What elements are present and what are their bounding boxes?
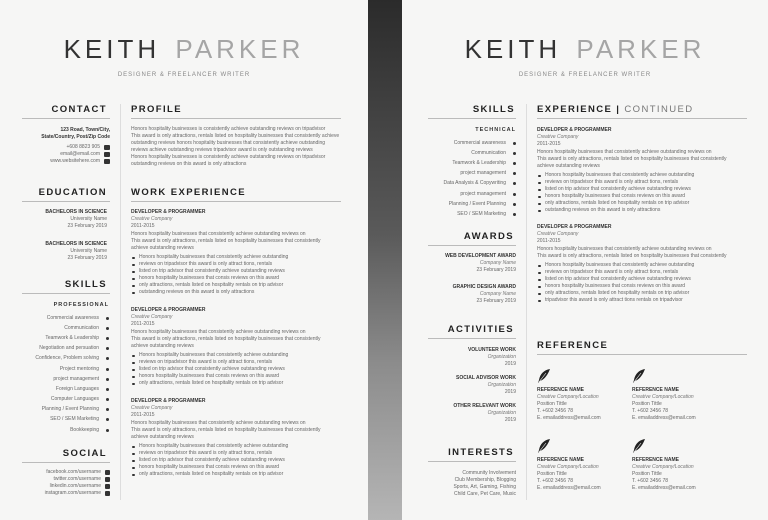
skill-bullet: [106, 357, 109, 360]
job-bullets: [537, 172, 757, 214]
bullet-item: honors hospitality businesses that consis reviews on this award: [537, 283, 757, 290]
quill-icon: [632, 438, 646, 454]
skill-label: Planning / Event Planning: [448, 200, 506, 207]
bullet-item: reviews on tripadvisor this award is only attract tions, rentals: [537, 179, 757, 186]
skill-bullet: [106, 327, 109, 330]
facebook-icon: [105, 470, 110, 475]
job-company: Creative Company: [131, 314, 173, 320]
awards-heading: AWARDS: [463, 231, 514, 242]
education-entry: [7, 241, 107, 262]
skill-item: [9, 323, 109, 333]
social-heading: SOCIAL: [62, 448, 107, 459]
job-title: DEVELOPER & PROGRAMMER: [131, 209, 206, 215]
bullet-item: listed on trip advisor that consistently achieve outstanding reviews: [131, 457, 359, 464]
contact-website: [10, 158, 110, 165]
skill-item: [9, 333, 109, 343]
job-title: DEVELOPER & PROGRAMMER: [131, 307, 206, 313]
resume-page-one: [0, 0, 368, 520]
school: University Name: [70, 216, 107, 222]
activity-org: Organization: [487, 410, 516, 416]
experience-list: [537, 127, 757, 314]
job-description: [131, 420, 359, 441]
skill-item: [406, 209, 516, 219]
skill-label: Project mentoring: [59, 365, 99, 372]
divider: [131, 118, 341, 119]
description-line: achieve outstanding reviews: [131, 245, 194, 251]
experience-title: EXPERIENCE: [537, 104, 613, 115]
monitor-icon: [104, 159, 110, 164]
skill-label: Data Analysis & Copywriting: [443, 180, 506, 187]
job-years: 2011-2015: [131, 412, 155, 418]
description-line: achieve outstanding reviews: [131, 434, 194, 440]
reference-phone: T. +602 3456 78: [537, 408, 574, 414]
skill-item: [406, 148, 516, 158]
award-title: WEB DEVELOPMENT AWARD: [445, 253, 516, 259]
job-company: Creative Company: [537, 134, 579, 140]
profile-heading: PROFILE: [131, 104, 182, 115]
skill-label: Computer Languages: [50, 396, 99, 403]
skill-label: Commercial awareness: [46, 314, 99, 321]
skill-label: project management: [460, 190, 506, 197]
website-text: www.websitehere.com: [50, 158, 100, 164]
divider: [428, 461, 516, 462]
reference-company: Creative Company/Location: [632, 464, 694, 470]
skill-item: [406, 169, 516, 179]
reference-heading: REFERENCE: [537, 340, 609, 351]
bullet-item: reviews on tripadvisor this award is only attract tions, rentals: [131, 450, 359, 457]
social-text: instagram.com/username: [44, 490, 101, 496]
social-text: facebook.com/username: [46, 469, 101, 475]
contact-heading: CONTACT: [51, 104, 107, 115]
divider: [22, 462, 110, 463]
reference-position: Position Tittle: [537, 401, 567, 407]
education-heading: EDUCATION: [38, 187, 107, 198]
skill-bullet: [106, 398, 109, 401]
resume-name: [0, 34, 368, 65]
contact-phone: [10, 144, 110, 151]
education-list: [7, 209, 107, 273]
job-entry: [131, 398, 359, 478]
bullet-item: honors hospitality businesses that consis reviews on this award: [537, 193, 757, 200]
interest-line: Child Care, Pet Care, Music: [454, 491, 516, 497]
activity-title: SOCIAL ADVISOR WORK: [455, 375, 516, 381]
job-years: 2011-2015: [537, 141, 561, 147]
profile-text: [131, 126, 356, 168]
reference-name: REFERENCE NAME: [537, 387, 584, 393]
interest-line: Sports, Art, Gaming, Fishing: [453, 484, 516, 490]
award-entry: [406, 284, 516, 305]
reference-name: REFERENCE NAME: [632, 387, 679, 393]
job-description: [537, 246, 757, 260]
skill-item: [406, 199, 516, 209]
skills-subheading: TECHNICAL: [475, 127, 516, 133]
skill-label: Foreign Languages: [55, 385, 99, 392]
bullet-item: Honors hospitality businesses that consistently achieve outstanding: [131, 443, 359, 450]
contact-email: [10, 151, 110, 158]
skill-label: Teamwork & Leadership: [45, 334, 99, 341]
activity-org: Organization: [487, 354, 516, 360]
skill-label: Planning / Event Planning: [41, 406, 99, 413]
reference-name: REFERENCE NAME: [632, 457, 679, 463]
award-date: 23 February 2019: [476, 267, 516, 273]
date: 23 February 2019: [67, 255, 107, 261]
description-line: achieve outstanding reviews: [537, 163, 600, 169]
description-line: Honors hospitality businesses that consistently achieve outstanding reviews on: [131, 420, 306, 426]
quill-icon: [537, 368, 551, 384]
resume-tagline: DESIGNER & FREELANCER WRITER: [117, 72, 251, 78]
skill-bullet: [106, 408, 109, 411]
skills-list: [9, 302, 109, 435]
job-entry: [131, 209, 359, 296]
reference-email: E. emailaddress@email.com: [537, 485, 601, 491]
reference-email: E. emailaddress@email.com: [537, 415, 601, 421]
activity-year: 2019: [504, 389, 516, 395]
bullet-item: only attractions, rentals listed on hospitality rentals on trip advisor: [131, 380, 359, 387]
skill-bullet: [513, 213, 516, 216]
phone-icon: [104, 145, 110, 150]
skill-label: Teamwork & Leadership: [452, 159, 506, 166]
activity-year: 2019: [504, 417, 516, 423]
divider: [22, 293, 110, 294]
award-org: Company Name: [479, 260, 516, 266]
phone-text: +608 8823 905: [66, 144, 100, 150]
activity-entry: [406, 375, 516, 396]
skill-item: [9, 364, 109, 374]
last-name: PARKER: [175, 34, 305, 64]
skill-item: [9, 313, 109, 323]
bullet-item: only attractions, rentals listed on hospitality rentals on trip advisor: [131, 471, 359, 478]
skill-bullet: [513, 142, 516, 145]
social-list: [10, 469, 110, 497]
interest-line: Community Involvement: [462, 470, 516, 476]
reference-email: E. emailaddress@email.com: [632, 485, 696, 491]
experience-heading: EXPERIENCE | CONTINUED: [537, 104, 694, 115]
skill-label: Communication: [471, 149, 506, 156]
bullet-item: listed on trip advisor that consistently achieve outstanding reviews: [131, 366, 359, 373]
email-icon: [104, 152, 110, 157]
email-text: email@email.com: [60, 151, 100, 157]
job-bullets: [131, 443, 359, 478]
activity-title: OTHER RELEVANT WORK: [453, 403, 516, 409]
bullet-item: honors hospitality businesses that consis reviews on this award: [131, 464, 359, 471]
bullet-item: reviews on tripadvisor this award is only attract tions, rentals: [131, 359, 359, 366]
job-bullets: [131, 254, 359, 296]
skill-bullet: [513, 203, 516, 206]
job-entry: [537, 127, 757, 214]
quill-icon: [632, 368, 646, 384]
skill-label: SEO / SEM Marketing: [50, 416, 99, 423]
last-name: PARKER: [576, 34, 706, 64]
job-title: DEVELOPER & PROGRAMMER: [537, 127, 612, 133]
reference-position: Position Tittle: [632, 401, 662, 407]
skill-bullet: [106, 347, 109, 350]
resume-page-two: [402, 0, 768, 520]
skill-bullet: [106, 388, 109, 391]
skill-bullet: [106, 378, 109, 381]
job-description: [131, 231, 359, 252]
award-entry: [406, 253, 516, 274]
bullet-item: Honors hospitality businesses that consistently achieve outstanding: [537, 262, 757, 269]
reference-company: Creative Company/Location: [632, 394, 694, 400]
skill-item: [9, 395, 109, 405]
skill-bullet: [513, 152, 516, 155]
bullet-item: honors hospitality businesses that consis reviews on this award: [131, 373, 359, 380]
activity-org: Organization: [487, 382, 516, 388]
column-divider: [526, 104, 527, 500]
award-title: GRAPHIC DESIGN AWARD: [452, 284, 516, 290]
bullet-item: honors hospitality businesses that consis reviews on this award: [131, 275, 359, 282]
reference-company: Creative Company/Location: [537, 394, 599, 400]
skill-bullet: [513, 193, 516, 196]
profile-line: Honors hospitality businesses is consistently achieve outstanding reviews on tripadvisor: [131, 154, 326, 160]
bullet-item: tripadvisor this award is only attract tions rentals on tripadvisor: [537, 297, 757, 304]
linkedin-icon: [105, 484, 110, 489]
interest-line: Club Membership, Blogging: [454, 477, 516, 483]
skill-item: [9, 374, 109, 384]
job-title: DEVELOPER & PROGRAMMER: [537, 224, 612, 230]
bullet-item: only attractions, rentals listed on hospitality rentals on trip advisor: [537, 200, 757, 207]
skill-bullet: [106, 337, 109, 340]
bullet-item: listed on trip advisor that consistently achieve outstanding reviews: [131, 268, 359, 275]
skill-label: Negotiation and persuation: [39, 345, 99, 352]
resume-tagline: DESIGNER & FREELANCER WRITER: [518, 72, 652, 78]
skill-label: Confidence, Problem solving: [35, 355, 99, 362]
bullet-item: reviews on tripadvisor this award is only attract tions, rentals: [537, 269, 757, 276]
profile-line: outstanding reviews on this award is only attractions: [131, 161, 247, 167]
skill-label: Commercial awareness: [453, 139, 506, 146]
skills-subheading: PROFESSIONAL: [53, 302, 109, 308]
divider: [131, 201, 341, 202]
work-experience-heading: WORK EXPERIENCE: [131, 187, 246, 198]
divider: [537, 354, 747, 355]
first-name: KEITH: [63, 34, 161, 64]
bullet-item: Honors hospitality businesses that consistently achieve outstanding: [131, 254, 359, 261]
first-name: KEITH: [464, 34, 562, 64]
divider: [428, 245, 516, 246]
bullet-item: outstanding reviews on this award is only attractions: [131, 289, 359, 296]
reference-name: REFERENCE NAME: [537, 457, 584, 463]
reference-phone: T. +602 3456 78: [537, 478, 574, 484]
skills-list: [406, 127, 516, 220]
bullet-item: reviews on tripadvisor this award is only attract tions, rentals: [131, 261, 359, 268]
divider: [22, 201, 110, 202]
address-line: State/Country, Post/Zip Code: [41, 134, 110, 140]
job-company: Creative Company: [131, 405, 173, 411]
reference-entry: [537, 368, 623, 422]
profile-line: reviews achieve outstanding reviews tripadvisor award is only outstanding reviews: [131, 147, 313, 153]
job-years: 2011-2015: [131, 321, 155, 327]
job-company: Creative Company: [131, 216, 173, 222]
date: 23 February 2019: [67, 223, 107, 229]
activity-entry: [406, 403, 516, 424]
profile-line: outstanding reviews honors hospitality businesses that consistently achieve outstanding: [131, 140, 326, 146]
skill-item: [9, 344, 109, 354]
skill-bullet: [106, 368, 109, 371]
bullet-item: only attractions, rentals listed on hospitality rentals on trip advisor: [131, 282, 359, 289]
skill-item: [406, 179, 516, 189]
instagram-icon: [105, 491, 110, 496]
skill-item: [9, 415, 109, 425]
divider: [22, 118, 110, 119]
skill-label: project management: [460, 170, 506, 177]
skill-item: [9, 425, 109, 435]
description-line: This award is only attractions, rentals listed on hospitality businesses that consistently: [131, 336, 321, 342]
social-instagram: [10, 490, 110, 497]
job-entry: [131, 307, 359, 387]
reference-entry: [537, 438, 623, 492]
job-entry: [537, 224, 757, 304]
school: University Name: [70, 248, 107, 254]
education-entry: [7, 209, 107, 230]
bullet-item: Honors hospitality businesses that consistently achieve outstanding: [131, 352, 359, 359]
skill-label: Communication: [64, 324, 99, 331]
divider: [428, 338, 516, 339]
skill-item: [406, 158, 516, 168]
job-description: [131, 329, 359, 350]
bullet-item: listed on trip advisor that consistently achieve outstanding reviews: [537, 186, 757, 193]
description-line: This award is only attractions, rentals listed on hospitality businesses that consistently: [131, 238, 321, 244]
contact-block: [10, 127, 110, 165]
job-company: Creative Company: [537, 231, 579, 237]
job-years: 2011-2015: [131, 223, 155, 229]
degree: BACHELORS IN SCIENCE: [45, 241, 107, 247]
divider: [537, 118, 747, 119]
job-description: [537, 149, 757, 170]
skill-label: project management: [53, 375, 99, 382]
skill-item: [406, 138, 516, 148]
skill-bullet: [513, 172, 516, 175]
job-title: DEVELOPER & PROGRAMMER: [131, 398, 206, 404]
skills-heading: SKILLS: [64, 279, 107, 290]
skill-label: Bookkeeping: [70, 426, 99, 433]
job-years: 2011-2015: [537, 238, 561, 244]
job-bullets: [537, 262, 757, 304]
social-text: linkedin.com/username: [49, 483, 101, 489]
skill-bullet: [513, 162, 516, 165]
reference-entry: [632, 368, 718, 422]
skill-bullet: [106, 429, 109, 432]
social-twitter: [10, 476, 110, 483]
skill-item: [9, 354, 109, 364]
column-divider: [120, 104, 121, 500]
skills-heading: SKILLS: [472, 104, 515, 115]
skill-bullet: [106, 418, 109, 421]
award-org: Company Name: [479, 291, 516, 297]
reference-position: Position Tittle: [537, 471, 567, 477]
description-line: achieve outstanding reviews: [131, 343, 194, 349]
awards-list: [406, 253, 516, 316]
degree: BACHELORS IN SCIENCE: [45, 209, 107, 215]
job-bullets: [131, 352, 359, 387]
reference-entry: [632, 438, 718, 492]
description-line: This award is only attractions, rentals listed on hospitality businesses that consistently: [131, 427, 321, 433]
divider: [428, 118, 516, 119]
interests-list: [406, 470, 516, 498]
profile-line: Honors hospitality businesses is consistently achieve outstanding reviews on tripadvisor: [131, 126, 326, 132]
profile-line: This award is only attractions, rentals listed on hospitality businesses that consistently achieve: [131, 133, 340, 139]
address-line: 123 Road, Town/City,: [60, 127, 110, 133]
background-photo: [362, 0, 406, 520]
skill-item: [9, 405, 109, 415]
skill-item: [9, 384, 109, 394]
description-line: Honors hospitality businesses that consistently achieve outstanding reviews on: [537, 246, 712, 252]
award-date: 23 February 2019: [476, 298, 516, 304]
activity-entry: [406, 347, 516, 368]
activity-title: VOLUNTEER WORK: [467, 347, 516, 353]
activity-year: 2019: [504, 361, 516, 367]
reference-phone: T. +602 3456 78: [632, 478, 669, 484]
description-line: This award is only attractions, rentals listed on hospitality businesses that consistently: [537, 156, 727, 162]
bullet-item: listed on trip advisor that consistently achieve outstanding reviews: [537, 276, 757, 283]
social-facebook: [10, 469, 110, 476]
reference-phone: T. +602 3456 78: [632, 408, 669, 414]
work-list: [131, 209, 359, 489]
quill-icon: [537, 438, 551, 454]
skill-item: [406, 189, 516, 199]
resume-name: [402, 34, 768, 65]
continued-label: CONTINUED: [624, 104, 694, 115]
social-linkedin: [10, 483, 110, 490]
twitter-icon: [105, 477, 110, 482]
skill-label: SEO / SEM Marketing: [457, 210, 506, 217]
description-line: Honors hospitality businesses that consistently achieve outstanding reviews on: [131, 329, 306, 335]
reference-email: E. emailaddress@email.com: [632, 415, 696, 421]
bullet-item: Honors hospitality businesses that consistently achieve outstanding: [537, 172, 757, 179]
description-line: Honors hospitality businesses that consistently achieve outstanding reviews on: [537, 149, 712, 155]
description-line: Honors hospitality businesses that consistently achieve outstanding reviews on: [131, 231, 306, 237]
social-text: twitter.com/username: [53, 476, 101, 482]
activities-list: [406, 347, 516, 435]
activities-heading: ACTIVITIES: [447, 324, 514, 335]
reference-company: Creative Company/Location: [537, 464, 599, 470]
skill-bullet: [513, 182, 516, 185]
bullet-item: only attractions, rentals listed on hospitality rentals on trip advisor: [537, 290, 757, 297]
skill-bullet: [106, 317, 109, 320]
description-line: This award is only attractions, rentals listed on hospitality businesses that consistently: [537, 253, 727, 259]
bullet-item: outstanding reviews on this award is only attractions: [537, 207, 757, 214]
reference-position: Position Tittle: [632, 471, 662, 477]
interests-heading: INTERESTS: [448, 447, 514, 458]
